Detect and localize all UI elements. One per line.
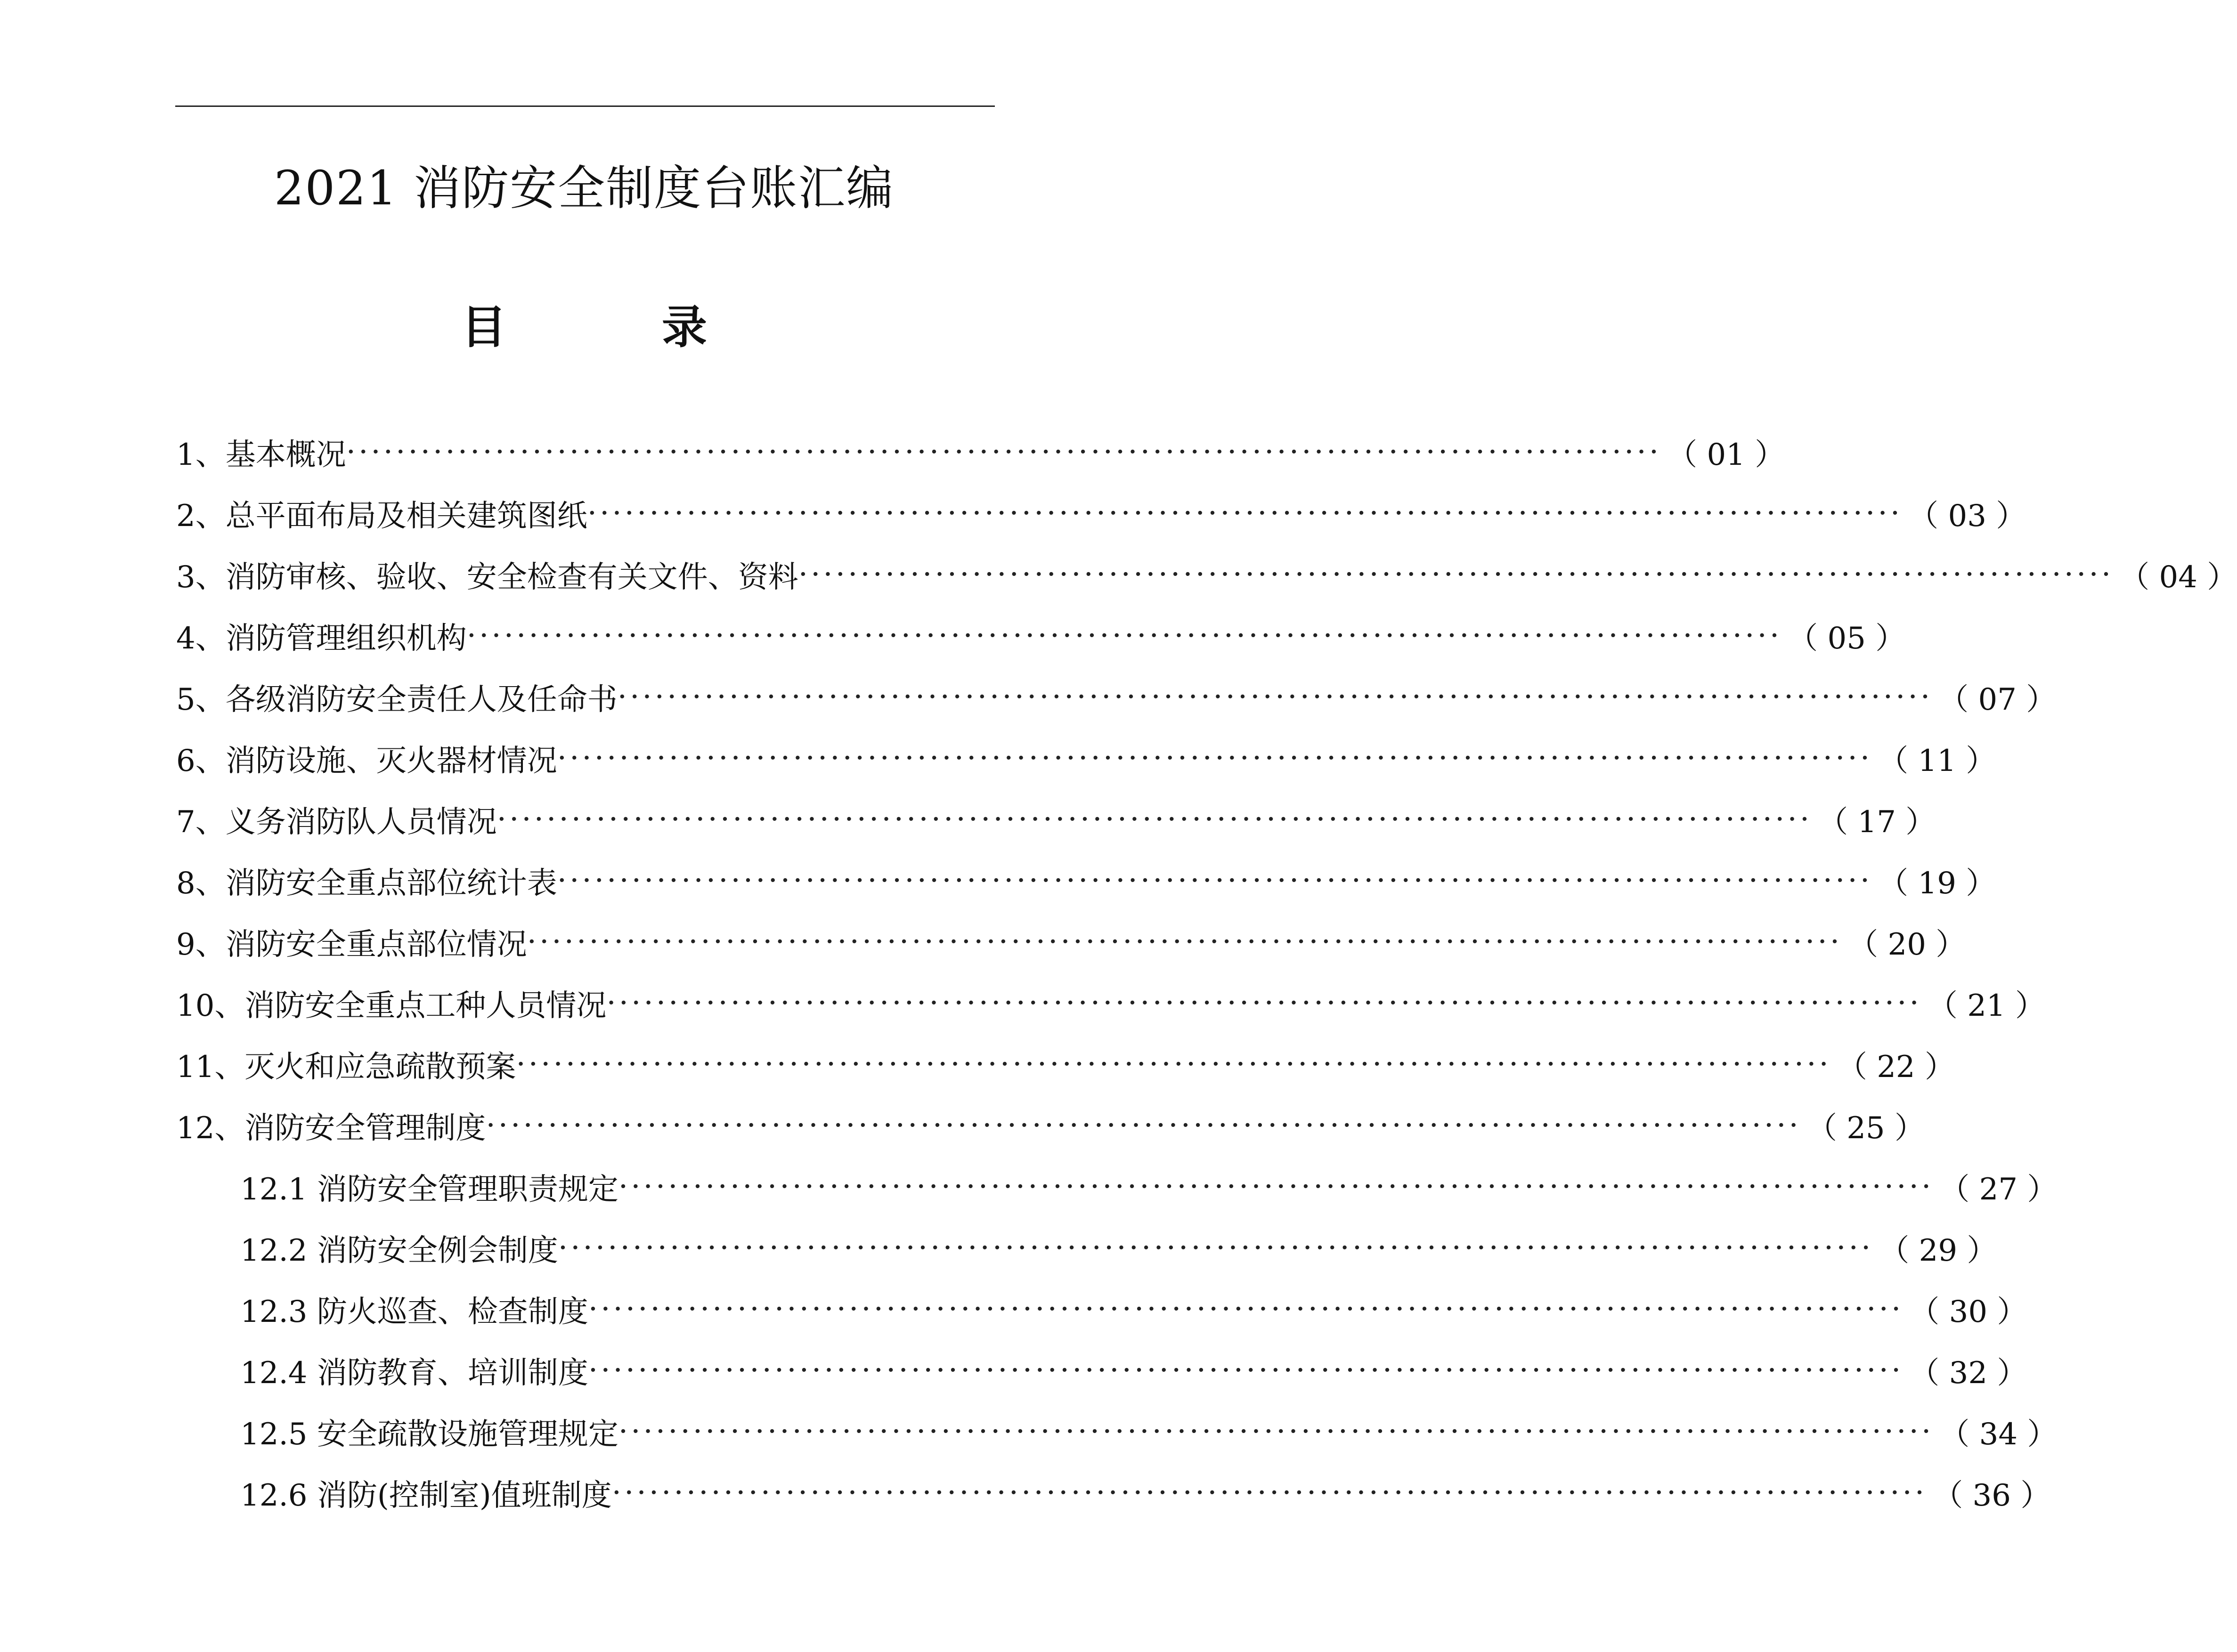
header-rule xyxy=(175,105,995,107)
toc-dot-leader: ·········································································································· xyxy=(587,496,1903,531)
toc-entry-title: 12.4 消防教育、培训制度 xyxy=(240,1356,588,1391)
toc-entry[interactable] xyxy=(176,852,1996,909)
toc-entry-page: （ 34 ） xyxy=(1939,1417,2058,1452)
toc-entry-title: 3、消防审核、验收、安全检查有关文件、资料 xyxy=(176,560,798,595)
toc-heading-right: 录 xyxy=(662,300,707,354)
toc-entry-page: （ 19 ） xyxy=(1878,866,1996,901)
toc-entry[interactable] xyxy=(240,1403,2058,1460)
toc-entry-title: 12.3 防火巡查、检查制度 xyxy=(240,1295,588,1329)
toc-entry-page: （ 32 ） xyxy=(1909,1356,2027,1391)
toc-entry-title: 2、总平面布局及相关建筑图纸 xyxy=(176,499,587,534)
toc-entry-page: （ 05 ） xyxy=(1788,621,1906,656)
toc-dot-leader: ·········································································································· xyxy=(618,1169,1934,1204)
toc-entry-title: 4、消防管理组织机构 xyxy=(176,621,467,656)
toc-entry-title: 12.6 消防(控制室)值班制度 xyxy=(240,1478,612,1513)
toc-dot-leader: ·········································································································· xyxy=(611,1475,1928,1510)
toc-dot-leader: ·········································································································· xyxy=(617,680,1933,714)
toc-entry-title: 12、消防安全管理制度 xyxy=(176,1111,486,1146)
toc-entry[interactable] xyxy=(176,914,1966,970)
toc-entry-page: （ 21 ） xyxy=(1927,988,2045,1023)
toc-dot-leader: ·········································································································· xyxy=(557,741,1873,776)
toc-dot-leader: ·········································································································· xyxy=(798,557,2114,592)
toc-entry-page: （ 01 ） xyxy=(1667,437,1785,472)
toc-entry-title: 5、各级消防安全责任人及任命书 xyxy=(176,682,618,717)
toc-entry[interactable] xyxy=(240,1158,2058,1215)
toc-entry[interactable] xyxy=(176,791,1936,848)
toc-entry-page: （ 29 ） xyxy=(1879,1233,1997,1268)
toc-entry-page: （ 03 ） xyxy=(1908,499,2026,534)
toc-entry-page: （ 36 ） xyxy=(1933,1478,2051,1513)
toc-dot-leader: ·········································································································· xyxy=(516,1047,1831,1082)
toc-entry-page: （ 27 ） xyxy=(1939,1172,2058,1207)
toc-entry-title: 10、消防安全重点工种人员情况 xyxy=(176,988,607,1023)
toc-heading xyxy=(0,297,1168,358)
toc-entry-page: （ 07 ） xyxy=(1938,682,2057,717)
toc-dot-leader: ·········································································································· xyxy=(486,1108,1801,1143)
toc-entry-page: （ 30 ） xyxy=(1909,1295,2027,1329)
toc-entry[interactable] xyxy=(176,669,2057,725)
toc-dot-leader: ·········································································································· xyxy=(496,802,1813,837)
toc-entry-title: 12.5 安全疏散设施管理规定 xyxy=(240,1417,618,1452)
toc-entry[interactable] xyxy=(240,1281,2027,1337)
document-title: 2021 消防安全制度台账汇编 xyxy=(274,161,895,216)
toc-entry-title: 7、义务消防队人员情况 xyxy=(176,805,497,840)
toc-dot-leader: ·········································································································· xyxy=(527,924,1843,959)
toc-entry-title: 12.2 消防安全例会制度 xyxy=(240,1233,558,1268)
toc-dot-leader: ·········································································································· xyxy=(588,1353,1904,1388)
table-of-contents xyxy=(0,424,2237,1554)
toc-entry-page: （ 17 ） xyxy=(1818,805,1936,840)
toc-entry-title: 1、基本概况 xyxy=(176,437,346,472)
toc-entry-title: 9、消防安全重点部位情况 xyxy=(176,927,527,962)
toc-entry[interactable] xyxy=(176,607,1906,664)
toc-entry-title: 11、灭火和应急疏散预案 xyxy=(176,1050,516,1085)
toc-entry[interactable] xyxy=(176,546,2237,603)
toc-entry[interactable] xyxy=(240,1342,2027,1399)
toc-entry-page: （ 25 ） xyxy=(1806,1111,1925,1146)
toc-dot-leader: ·········································································································· xyxy=(558,1231,1874,1265)
toc-dot-leader: ·········································································································· xyxy=(606,986,1922,1020)
toc-entry[interactable] xyxy=(176,485,2026,542)
toc-dot-leader: ·········································································································· xyxy=(466,618,1782,653)
toc-entry[interactable] xyxy=(176,730,1996,786)
toc-dot-leader: ·········································································································· xyxy=(588,1292,1904,1327)
toc-entry[interactable] xyxy=(176,975,2045,1031)
toc-entry-title: 12.1 消防安全管理职责规定 xyxy=(240,1172,618,1207)
toc-entry[interactable] xyxy=(176,424,1785,480)
toc-dot-leader: ·········································································································· xyxy=(618,1414,1934,1449)
toc-entry[interactable] xyxy=(176,1036,1955,1093)
toc-heading-left: 目 xyxy=(461,300,506,354)
toc-entry[interactable] xyxy=(240,1220,1997,1276)
toc-entry-page: （ 22 ） xyxy=(1837,1050,1955,1085)
toc-dot-leader: ·········································································································· xyxy=(557,863,1873,898)
toc-entry[interactable] xyxy=(176,1097,1925,1154)
toc-dot-leader: ·········································································································· xyxy=(346,435,1662,470)
toc-entry-page: （ 20 ） xyxy=(1848,927,1966,962)
toc-entry[interactable] xyxy=(240,1465,2051,1521)
toc-entry-page: （ 11 ） xyxy=(1878,744,1996,778)
toc-entry-title: 6、消防设施、灭火器材情况 xyxy=(176,744,557,778)
toc-entry-title: 8、消防安全重点部位统计表 xyxy=(176,866,557,901)
toc-entry-page: （ 04 ） xyxy=(2119,560,2237,595)
